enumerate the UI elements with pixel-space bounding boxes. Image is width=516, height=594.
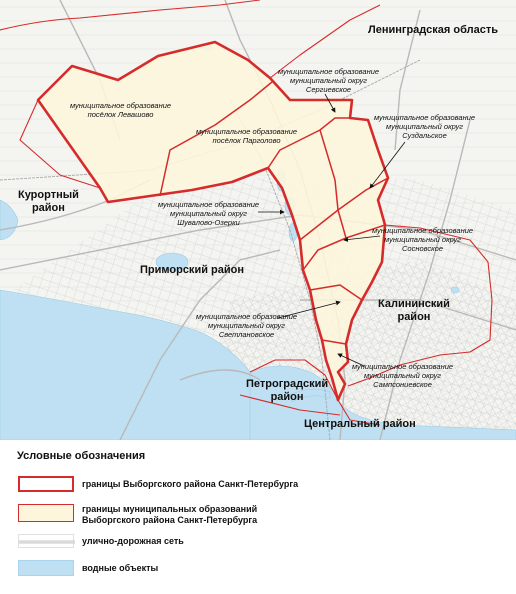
- legend-title: Условные обозначения: [17, 450, 146, 462]
- label-line: Шувалово-Озерки: [177, 218, 240, 227]
- label-mo-suzdalskoe: [374, 113, 475, 140]
- label-line: район: [31, 202, 65, 214]
- label-line: Курортный: [18, 189, 79, 201]
- legend-text-water: [82, 563, 158, 574]
- pond-2: [451, 287, 459, 293]
- label-line: муниципальное образование: [278, 67, 380, 76]
- label-mo-pargolovo: [196, 127, 297, 145]
- legend-line: улично-дорожная сеть: [82, 536, 184, 546]
- legend-text-roads: [82, 536, 184, 547]
- legend-line: границы Выборгского района Санкт-Петербурга: [82, 479, 299, 489]
- legend-line: границы муниципальных образований: [82, 504, 258, 514]
- label-petrogradsky-district: [246, 378, 328, 404]
- label-line: Калининский: [378, 298, 450, 310]
- label-line: муниципальный округ: [384, 235, 461, 244]
- label-mo-shuvalovo-ozerki: [158, 200, 259, 227]
- legend-swatch-water: [18, 560, 74, 576]
- road-symbol: [19, 535, 75, 549]
- label-line: Сергиевское: [305, 85, 352, 94]
- label-primorsky-district: Приморский район: [140, 264, 244, 276]
- label-mo-sampsonievskoe: [352, 362, 453, 389]
- label-line: муниципальный округ: [290, 76, 367, 85]
- label-line: муниципальное образование: [70, 101, 172, 110]
- label-kalininsky-district: [378, 298, 450, 324]
- label-line: посёлок Левашово: [87, 110, 154, 119]
- label-mo-sergievskoe: [278, 67, 379, 94]
- label-line: Сампсониевское: [373, 380, 432, 389]
- legend-line: Выборгского района Санкт-Петербурга: [82, 515, 258, 525]
- label-mo-levashovo: [70, 101, 171, 119]
- label-line: муниципальное образование: [352, 362, 454, 371]
- label-centralny-district: Центральный район: [304, 418, 416, 430]
- label-mo-sosnovskoe: [372, 226, 473, 253]
- label-line: район: [270, 391, 304, 403]
- label-line: Светлановское: [218, 330, 275, 339]
- label-line: Петроградский: [246, 378, 329, 390]
- legend-line: водные объекты: [82, 563, 159, 573]
- legend-swatch-roads: [18, 534, 74, 548]
- label-line: муниципальное образование: [374, 113, 476, 122]
- label-leningrad-oblast: Ленинградская область: [368, 24, 498, 36]
- legend-swatch-mo-boundary: [18, 504, 74, 522]
- label-line: муниципальный округ: [386, 122, 463, 131]
- legend: [0, 440, 516, 594]
- label-line: муниципальное образование: [196, 312, 298, 321]
- label-line: Сосновское: [402, 244, 444, 253]
- label-line: район: [397, 311, 431, 323]
- label-line: муниципальное образование: [196, 127, 298, 136]
- label-line: муниципальный округ: [170, 209, 247, 218]
- legend-text-district-boundary: [82, 479, 298, 490]
- label-line: муниципальное образование: [158, 200, 260, 209]
- label-line: муниципальное образование: [372, 226, 474, 235]
- label-line: муниципальный округ: [208, 321, 285, 330]
- legend-text-mo-boundary: [82, 504, 257, 526]
- legend-swatch-district-boundary: [18, 476, 74, 492]
- label-mo-svetlanovskoe: [196, 312, 297, 339]
- label-line: посёлок Парголово: [212, 136, 281, 145]
- label-kurortny-district: [18, 189, 79, 215]
- label-line: муниципальный округ: [364, 371, 441, 380]
- label-line: Суздальское: [402, 131, 447, 140]
